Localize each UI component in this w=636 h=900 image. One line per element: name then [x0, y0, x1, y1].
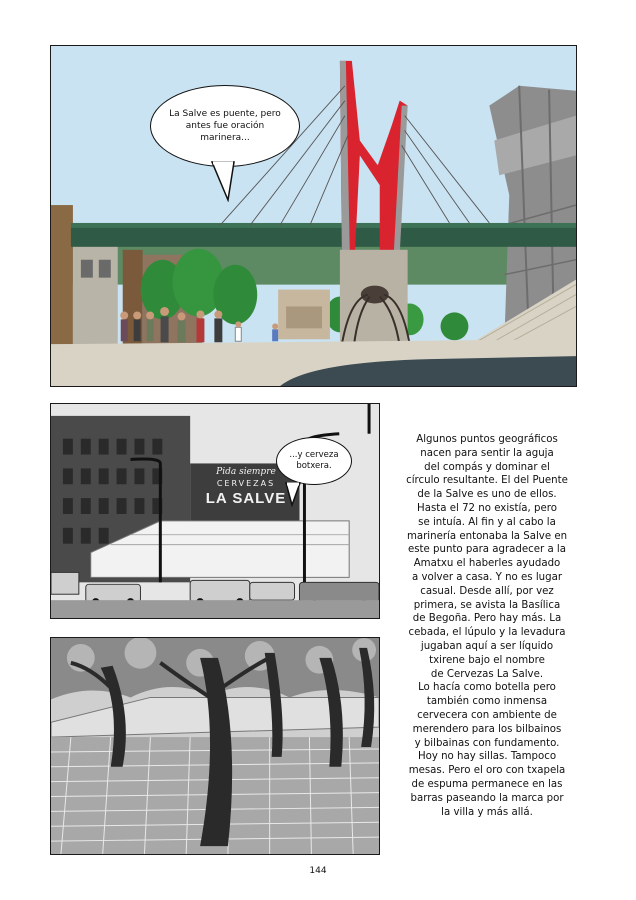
panel-bridge-scene — [50, 45, 577, 387]
narration-line: Lo hacía como botella pero — [418, 682, 556, 694]
narration-line: casual. Desde allí, por vez — [420, 585, 554, 597]
narration-line: se intuía. Al fin y al cabo la — [418, 516, 556, 528]
narration-line: txirene bajo el nombre — [429, 654, 545, 666]
narration-line: de Begoña. Pero hay más. La — [412, 613, 562, 625]
brewery-sign-line2: LA SALVE — [205, 490, 287, 507]
panel-beer-garden — [50, 637, 380, 855]
brewery-illustration — [51, 404, 379, 618]
narration-line: también como inmensa — [426, 696, 548, 708]
narration-line: la villa y más allá. — [441, 806, 533, 818]
speech-bubble-line: botxera. — [296, 461, 332, 471]
beer-garden-illustration — [51, 638, 379, 854]
speech-bubble-tail — [282, 481, 304, 507]
narration-line: y bilbainas con fundamento. — [414, 737, 560, 749]
brewery-sign-line1: CERVEZAS — [216, 479, 276, 488]
narration-line: de Cervezas La Salve. — [430, 668, 544, 680]
page-number: 144 — [309, 866, 327, 876]
speech-bubble-line: antes fue oración marinera... — [185, 121, 265, 143]
narration-line: de la Salve es uno de ellos. — [417, 489, 557, 501]
bridge-illustration — [51, 46, 576, 386]
narration-line: Algunos puntos geográficos — [416, 434, 558, 445]
narration-line: círculo resultante. El del Puente — [406, 475, 568, 487]
narration-line: mesas. Pero el oro con txapela — [408, 765, 566, 777]
narration-line: primera, se avista la Basílica — [413, 599, 561, 611]
narration-line: a volver a casa. Y no es lugar — [411, 571, 563, 583]
speech-bubble-bridge — [150, 85, 300, 167]
speech-bubble-line: ...y cerveza — [289, 450, 339, 460]
speech-bubble-tail — [210, 160, 240, 202]
narration-line: nacen para sentir la aguja — [420, 447, 554, 459]
narration-line: jugaban aquí a ser líquido — [420, 640, 554, 652]
panel-brewery — [50, 403, 380, 619]
narration-line: Amatxu el haberles ayudado — [413, 558, 561, 570]
narration-line: merendero para los bilbainos — [412, 723, 562, 735]
narration-line: este punto para agradecer a la — [407, 544, 567, 556]
brewery-sign-script: Pida siempre — [216, 467, 276, 477]
speech-bubble-beer — [276, 437, 352, 485]
speech-bubble-line: La Salve es puente, pero — [169, 109, 281, 119]
narration-line: cervecera con ambiente de — [417, 709, 557, 721]
narration-line: Hoy no hay sillas. Tampoco — [417, 751, 557, 763]
narration-text — [396, 433, 578, 819]
narration-line: cebada, el lúpulo y la levadura — [408, 627, 566, 639]
narration-line: Hasta el 72 no existía, pero — [417, 502, 557, 514]
narration-line: del compás y dominar el — [424, 461, 550, 473]
narration-line: barras paseando la marca por — [410, 792, 564, 804]
narration-line: marinería entonaba la Salve en — [406, 530, 568, 542]
narration-line: de espuma permanece en las — [411, 778, 563, 790]
